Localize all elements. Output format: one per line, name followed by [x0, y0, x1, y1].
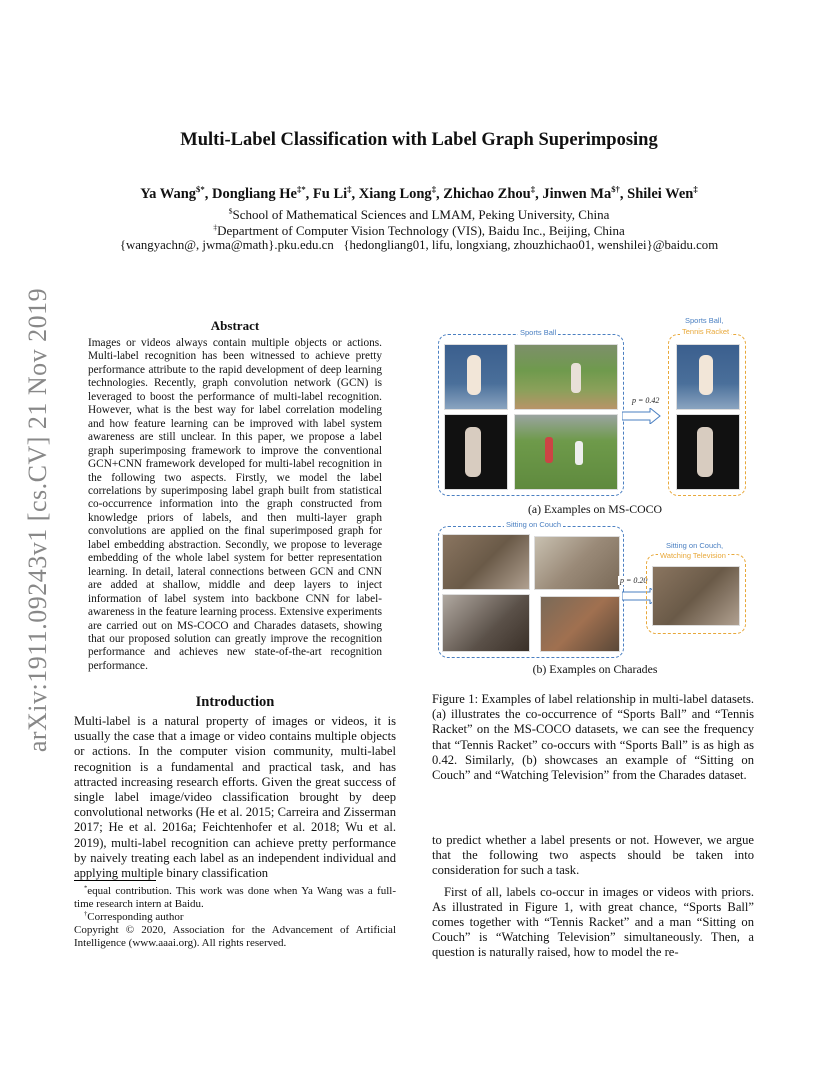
tennis-image [444, 344, 508, 410]
author-emails: {wangyachn@, jwma@math}.pku.edu.cn {hedongliang01, lifu, longxiang, zhouzhichao01, wenshilei}@baidu.com [119, 238, 719, 252]
abstract-body: Images or videos always contain multiple objects or actions. Multi-label recognition has been witnessed to achieve pretty performance attribute to the rapid development of deep learning technologies. Recently, graph convolution network (GCN) is leveraged to boost the performance of multi-label recognition. However, what is the best way for label correlation modeling and how feature learning can be improved with label system awareness are still unclear. In this paper, we propose a label graph superimposing framework to improve the conventional GCN+CNN framework developed for multi-label recognition in the following two aspects. Firstly, we model the label correlations by superimposing label graph built from statistical co-occurrence information into the graph constructed from knowledge priors of labels, and then multi-layer graph convolutions are applied on the final superimposed graph for label embedding abstraction. Secondly, we propose to leverage embedding of the whole label system for better representation learning. In detail, lateral connections between GCN and CNN are added at shallow, middle and deep layers to inject information of label system into backbone CNN for label-awareness in the feature learning process. Extensive experiments are carried out on MS-COCO and Charades datasets, showing that our proposed solution can greatly improve the recognition performance and achieves new state-of-the-art recognition performance. [88, 337, 382, 672]
copyright-notice: Copyright © 2020, Association for the Advancement of Artificial Intelligence (www.aaai.org). All rights reserved. [74, 924, 396, 949]
soccer-image [514, 414, 618, 490]
charades-right-label-2: Watching Television [660, 551, 726, 560]
author: Shilei Wen‡ [627, 184, 698, 202]
footnote: *equal contribution. This work was done when Ya Wang was a full-time research intern at Baidu. [74, 884, 396, 910]
tennis-image-copy [676, 344, 740, 410]
coco-left-label: Sports Ball [520, 328, 557, 337]
author: Jinwen Ma$† [542, 184, 620, 202]
footnote: †Corresponding author [84, 910, 184, 923]
introduction-heading: Introduction [195, 694, 275, 710]
footnote-rule [74, 880, 156, 881]
charades-frame-4 [540, 596, 620, 652]
author: Fu Li‡ [312, 184, 352, 202]
affiliation: ‡Department of Computer Vision Technology (VIS), Baidu Inc., Beijing, China [213, 222, 625, 238]
subcaption-a: (a) Examples on MS-COCO [527, 502, 662, 516]
paragraph: to predict whether a label presents or not. However, we argue that the following two aspects should be taken into consideration for such a task. [432, 833, 754, 878]
author-list: Ya Wang$*, Dongliang He‡*, Fu Li‡, Xiang Long‡, Zhichao Zhou‡, Jinwen Ma$†, Shilei Wen‡ [140, 184, 698, 202]
figure-1 [432, 312, 758, 680]
coco-probability: p = 0.42 [632, 396, 660, 405]
charades-frame-2 [534, 536, 620, 590]
introduction-body: Multi-label is a natural property of images or videos, it is usually the case that a image or video contains multiple objects or actions. In the computer vision community, multi-label recognition is a fundamental and practical task, and has attracted increasing research efforts. Given the great success of single label image/video classification brought by deep convolutional networks (He et al. 2015; Carreira and Zisserman 2017; He et al. 2016a; Feichtenhofer et al. 2018; Wu et al. 2019), multi-label recognition can achieve pretty performance by naively treating each label as an independent individual and applying multiple binary classification [74, 714, 396, 881]
arxiv-id: arXiv:1911.09243v1 [cs.CV] 21 Nov 2019 [23, 287, 53, 753]
charades-frame-copy [652, 566, 740, 626]
tennis-dark-image [444, 414, 508, 490]
author: Zhichao Zhou‡ [443, 184, 536, 202]
right-column-text [432, 833, 754, 967]
author: Ya Wang$* [140, 184, 205, 202]
footnotes [74, 885, 396, 950]
coco-arrow [622, 408, 662, 424]
charades-probability: p = 0.20 [620, 576, 648, 585]
charades-left-label: Sitting on Couch [506, 520, 562, 529]
baseball-image [514, 344, 618, 410]
affiliation: $School of Mathematical Sciences and LMAM, Peking University, China [228, 206, 610, 222]
tennis-dark-image-copy [676, 414, 740, 490]
charades-right-label-1: Sitting on Couch, [666, 541, 724, 550]
charades-frame-1 [442, 534, 530, 590]
coco-right-label-2: Tennis Racket [682, 327, 730, 336]
paragraph: First of all, labels co-occur in images or videos with priors. As illustrated in Figure 1, with great chance, “Sports Ball” comes together with “Tennis Racket” and a man “Sitting on Couch” is “Watching Television” simultaneously. Then, a question is naturally raised, how to model the re- [432, 884, 754, 960]
arxiv-sidebar [18, 280, 58, 760]
coco-right-label-1: Sports Ball, [685, 316, 724, 325]
paper-title: Multi-Label Classification with Label Graph Superimposing [180, 130, 658, 150]
author: Dongliang He‡* [211, 184, 306, 202]
subcaption-b: (b) Examples on Charades [532, 662, 658, 676]
charades-frame-3 [442, 594, 530, 652]
abstract-heading: Abstract [210, 318, 260, 333]
figure-caption: Figure 1: Examples of label relationship in multi-label datasets. (a) illustrates the co-occurrence of “Sports Ball” and “Tennis Racket” on the MS-COCO datasets, we can see the frequency that “Tennis Racket” co-occurs with “Sports Ball” is as high as 0.42. Similarly, (b) showcases an example of “Sitting on Couch” and “Watching Television” from the Charades dataset. [432, 692, 754, 783]
author: Xiang Long‡ [358, 184, 437, 202]
